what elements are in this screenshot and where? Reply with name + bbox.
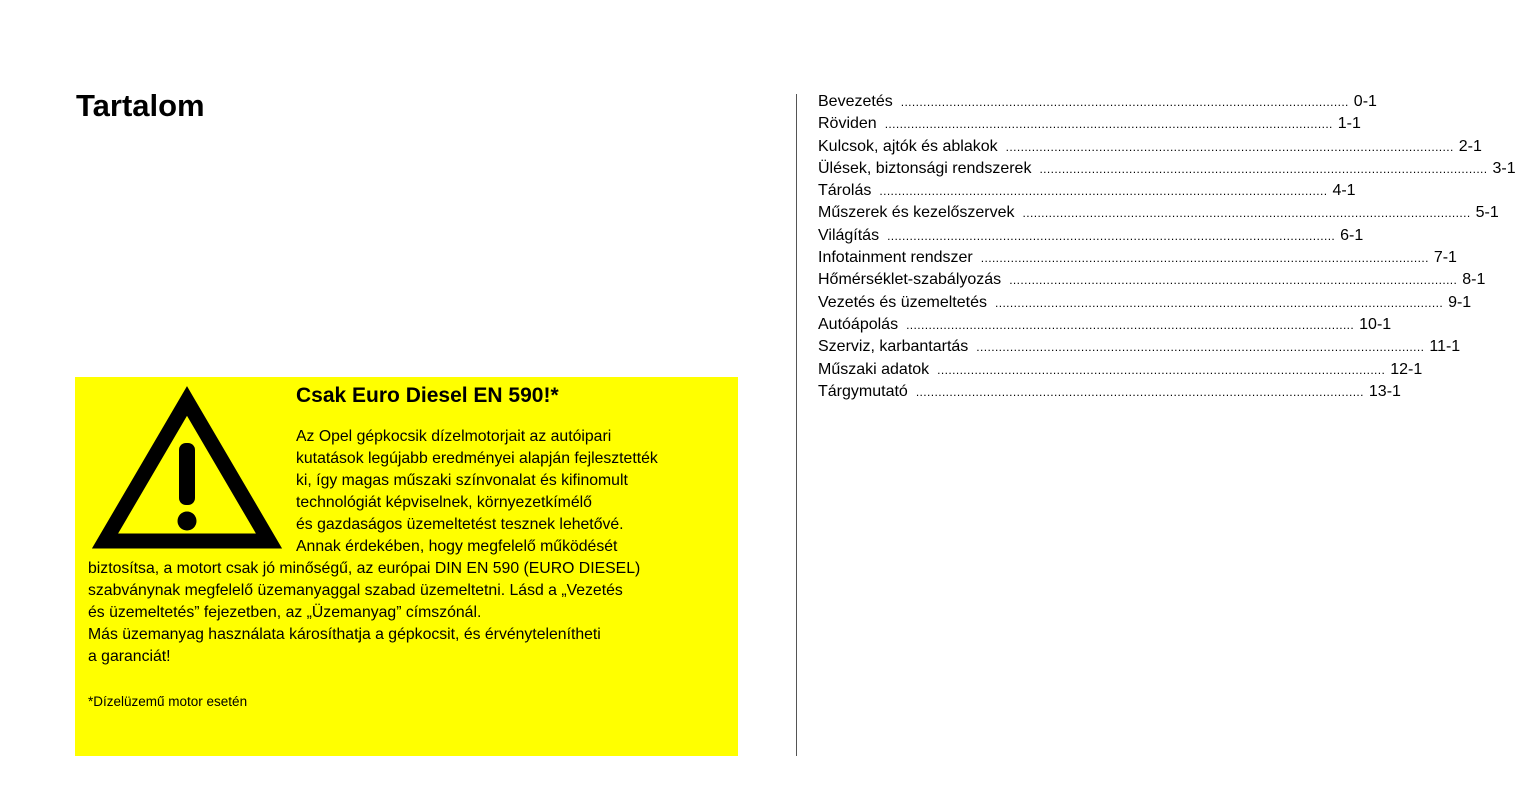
toc-label: Vezetés és üzemeltetés xyxy=(818,293,987,311)
warning-text-line: Az Opel gépkocsik dízelmotorjait az autóipari xyxy=(296,428,612,445)
toc-label: Tárolás xyxy=(818,182,872,200)
toc-leader-dots: ........................................................................................................................ xyxy=(906,317,1355,332)
toc-leader-dots: ........................................................................................................................ xyxy=(915,384,1364,399)
toc-item[interactable] xyxy=(818,314,1392,336)
warning-text-line: technológiát képviselnek, környezetkímélő xyxy=(296,494,592,511)
toc-label: Autóápolás xyxy=(818,315,899,333)
toc-leader-dots: ........................................................................................................................ xyxy=(937,362,1386,377)
toc-leader-dots: ........................................................................................................................ xyxy=(887,228,1336,243)
toc-item[interactable] xyxy=(818,247,1457,269)
toc-label: Hőmérséklet-szabályozás xyxy=(818,271,1002,289)
toc-page-number: 4-1 xyxy=(1332,182,1356,200)
toc-item[interactable] xyxy=(818,225,1364,247)
toc-item[interactable] xyxy=(818,269,1486,291)
toc-page-number: 9-1 xyxy=(1448,293,1472,311)
toc-item[interactable] xyxy=(818,202,1499,224)
toc-page-number: 13-1 xyxy=(1368,382,1401,400)
toc-label: Röviden xyxy=(818,115,877,133)
warning-text-line: szabványnak megfelelő üzemanyaggal szabad üzemeltetni. Lásd a „Vezetés xyxy=(88,582,623,599)
toc-leader-dots: ........................................................................................................................ xyxy=(1022,206,1471,221)
toc-item[interactable] xyxy=(818,359,1423,381)
toc-item[interactable] xyxy=(818,91,1377,113)
warning-heading: Csak Euro Diesel EN 590!* xyxy=(296,384,559,407)
warning-triangle-icon xyxy=(97,393,277,553)
toc-page-number: 7-1 xyxy=(1433,249,1457,267)
toc-leader-dots: ........................................................................................................................ xyxy=(1005,139,1454,154)
toc-item[interactable] xyxy=(818,113,1361,135)
toc-label: Kulcsok, ajtók és ablakok xyxy=(818,137,998,155)
toc-leader-dots: ........................................................................................................................ xyxy=(980,251,1429,266)
toc-label: Ülések, biztonsági rendszerek xyxy=(818,159,1032,177)
warning-text-line: a garanciát! xyxy=(88,648,171,665)
toc-item[interactable] xyxy=(818,381,1401,403)
toc-page-number: 5-1 xyxy=(1475,204,1499,222)
toc-leader-dots: ........................................................................................................................ xyxy=(976,340,1425,355)
toc-item[interactable] xyxy=(818,158,1516,180)
toc-page-number: 8-1 xyxy=(1462,271,1486,289)
toc-label: Világítás xyxy=(818,226,880,244)
toc-page-number: 3-1 xyxy=(1492,159,1516,177)
toc-label: Műszerek és kezelőszervek xyxy=(818,204,1015,222)
warning-text-line: Más üzemanyag használata károsíthatja a gépkocsit, és érvénytelenítheti xyxy=(88,626,601,643)
toc-label: Tárgymutató xyxy=(818,382,908,400)
toc-item[interactable] xyxy=(818,180,1356,202)
toc-item[interactable] xyxy=(818,336,1461,358)
toc-leader-dots: ........................................................................................................................ xyxy=(1009,273,1458,288)
toc-leader-dots: ........................................................................................................................ xyxy=(1039,161,1488,176)
warning-text-line: biztosítsa, a motort csak jó minőségű, az európai DIN EN 590 (EURO DIESEL) xyxy=(88,560,641,577)
warning-text-line: kutatások legújabb eredményei alapján fejlesztették xyxy=(296,450,658,467)
toc-page-number: 6-1 xyxy=(1340,226,1364,244)
toc-leader-dots: ........................................................................................................................ xyxy=(884,117,1333,132)
toc-leader-dots: ........................................................................................................................ xyxy=(879,184,1328,199)
toc-leader-dots: ........................................................................................................................ xyxy=(994,295,1444,310)
toc-label: Bevezetés xyxy=(818,93,893,110)
warning-text-line: és gazdaságos üzemeltetést tesznek lehetővé. xyxy=(296,516,624,533)
warning-box xyxy=(75,377,738,756)
toc-label: Szerviz, karbantartás xyxy=(818,338,969,356)
warning-text-line: ki, így magas műszaki színvonalat és kifinomult xyxy=(296,472,628,489)
toc-label: Műszaki adatok xyxy=(818,360,930,378)
toc-item[interactable] xyxy=(818,292,1472,314)
toc-label: Infotainment rendszer xyxy=(818,249,973,267)
toc-page-number: 0-1 xyxy=(1353,93,1377,110)
column-divider xyxy=(796,94,797,756)
table-of-contents xyxy=(818,91,1516,403)
warning-text-line: és üzemeltetés” fejezetben, az „Üzemanyag” címszónál. xyxy=(88,604,482,621)
toc-item[interactable] xyxy=(818,136,1482,158)
toc-page-number: 2-1 xyxy=(1458,137,1482,155)
warning-text-line: Annak érdekében, hogy megfelelő működését xyxy=(296,538,618,555)
toc-page-number: 11-1 xyxy=(1429,338,1461,356)
toc-page-number: 1-1 xyxy=(1337,115,1361,133)
toc-page-number: 12-1 xyxy=(1390,360,1423,378)
toc-page-number: 10-1 xyxy=(1359,315,1392,333)
toc-leader-dots: ........................................................................................................................ xyxy=(900,95,1349,109)
page-title: Tartalom xyxy=(76,88,205,123)
footnote: *Dízelüzemű motor esetén xyxy=(88,694,248,709)
